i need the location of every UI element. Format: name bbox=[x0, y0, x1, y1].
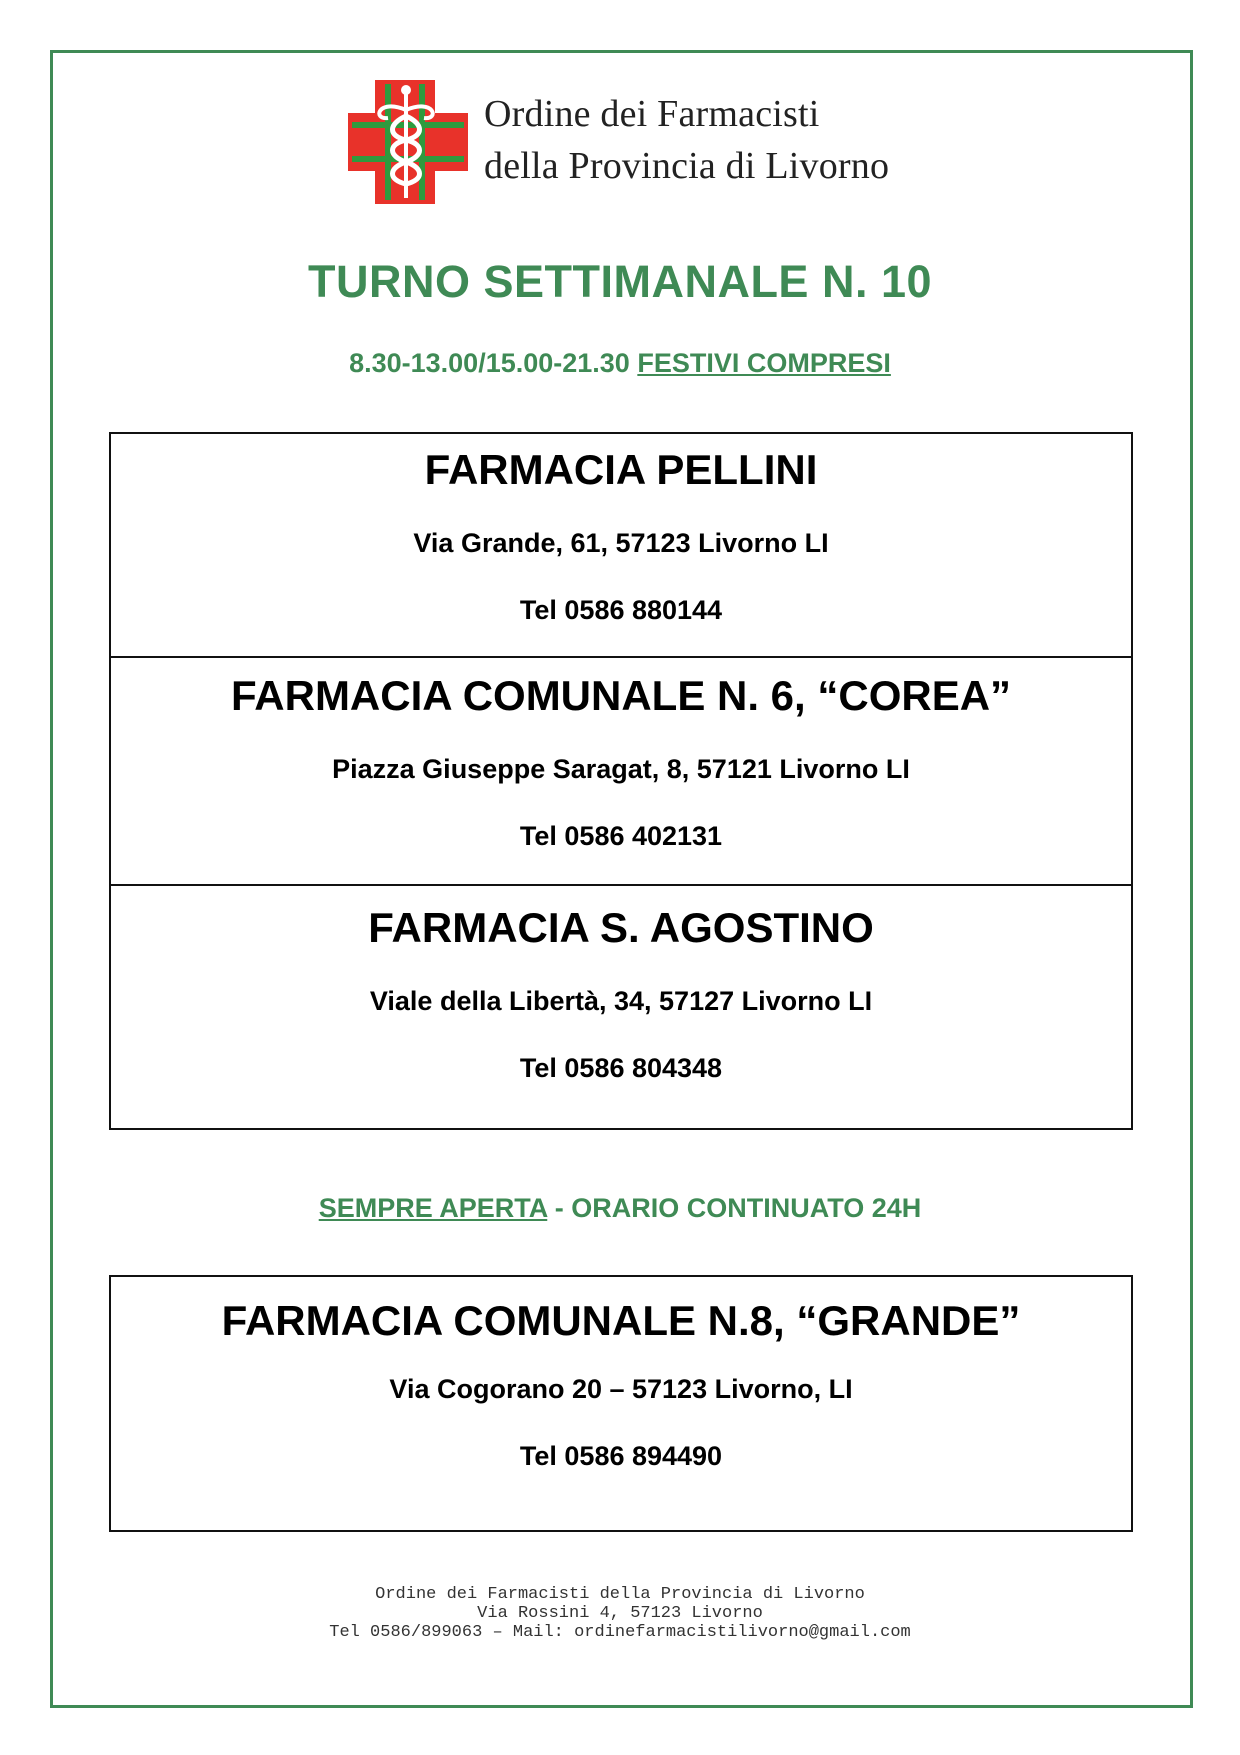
pharmacy-phone: Tel 0586 880144 bbox=[519, 595, 723, 625]
opening-hours bbox=[0, 348, 1240, 379]
pharmacy-name: FARMACIA S. AGOSTINO bbox=[368, 904, 874, 951]
organization-name bbox=[484, 88, 1004, 192]
pharmacy-name: FARMACIA COMUNALE N. 6, “COREA” bbox=[230, 672, 1012, 719]
footer-org: Ordine dei Farmacisti della Provincia di Livorno bbox=[375, 1585, 865, 1604]
footer bbox=[0, 1585, 1240, 1642]
hours-times: 8.30-13.00/15.00-21.30 bbox=[349, 348, 630, 378]
pharmacy-address: Via Grande, 61, 57123 Livorno LI bbox=[413, 528, 829, 558]
pharmacy-address: Viale della Libertà, 34, 57127 Livorno LI bbox=[369, 986, 873, 1016]
pharmacy-entry bbox=[111, 884, 1131, 1128]
pharmacy-address: Via Cogorano 20 – 57123 Livorno, LI bbox=[389, 1374, 853, 1404]
pharmacy-table bbox=[109, 432, 1133, 1130]
org-name-line2: della Provincia di Livorno bbox=[484, 145, 890, 187]
footer-address: Via Rossini 4, 57123 Livorno bbox=[477, 1604, 763, 1623]
always-open-notice bbox=[0, 1193, 1240, 1224]
always-open-label: SEMPRE APERTA bbox=[318, 1193, 548, 1223]
pharmacy-cross-caduceus-icon bbox=[348, 80, 468, 204]
pharmacy-phone: Tel 0586 804348 bbox=[519, 1053, 723, 1083]
pharmacy-phone: Tel 0586 402131 bbox=[519, 821, 723, 851]
pharmacy-address: Piazza Giuseppe Saragat, 8, 57121 Livorno LI bbox=[332, 754, 910, 784]
hours-festivi: FESTIVI COMPRESI bbox=[637, 348, 891, 378]
pharmacy-entry bbox=[111, 1277, 1131, 1472]
org-name-line1: Ordine dei Farmacisti bbox=[484, 93, 820, 135]
pharmacy-phone: Tel 0586 894490 bbox=[519, 1441, 723, 1471]
pharmacy-name: FARMACIA COMUNALE N.8, “GRANDE” bbox=[221, 1297, 1021, 1344]
pharmacy-entry bbox=[111, 434, 1131, 656]
pharmacy-entry bbox=[111, 656, 1131, 884]
page-title: TURNO SETTIMANALE N. 10 bbox=[307, 256, 933, 307]
pharmacy-name: FARMACIA PELLINI bbox=[424, 446, 818, 493]
always-open-table bbox=[109, 1275, 1133, 1532]
always-open-hours: - ORARIO CONTINUATO 24H bbox=[547, 1193, 922, 1223]
footer-contact: Tel 0586/899063 – Mail: ordinefarmacistilivorno@gmail.com bbox=[329, 1623, 911, 1642]
